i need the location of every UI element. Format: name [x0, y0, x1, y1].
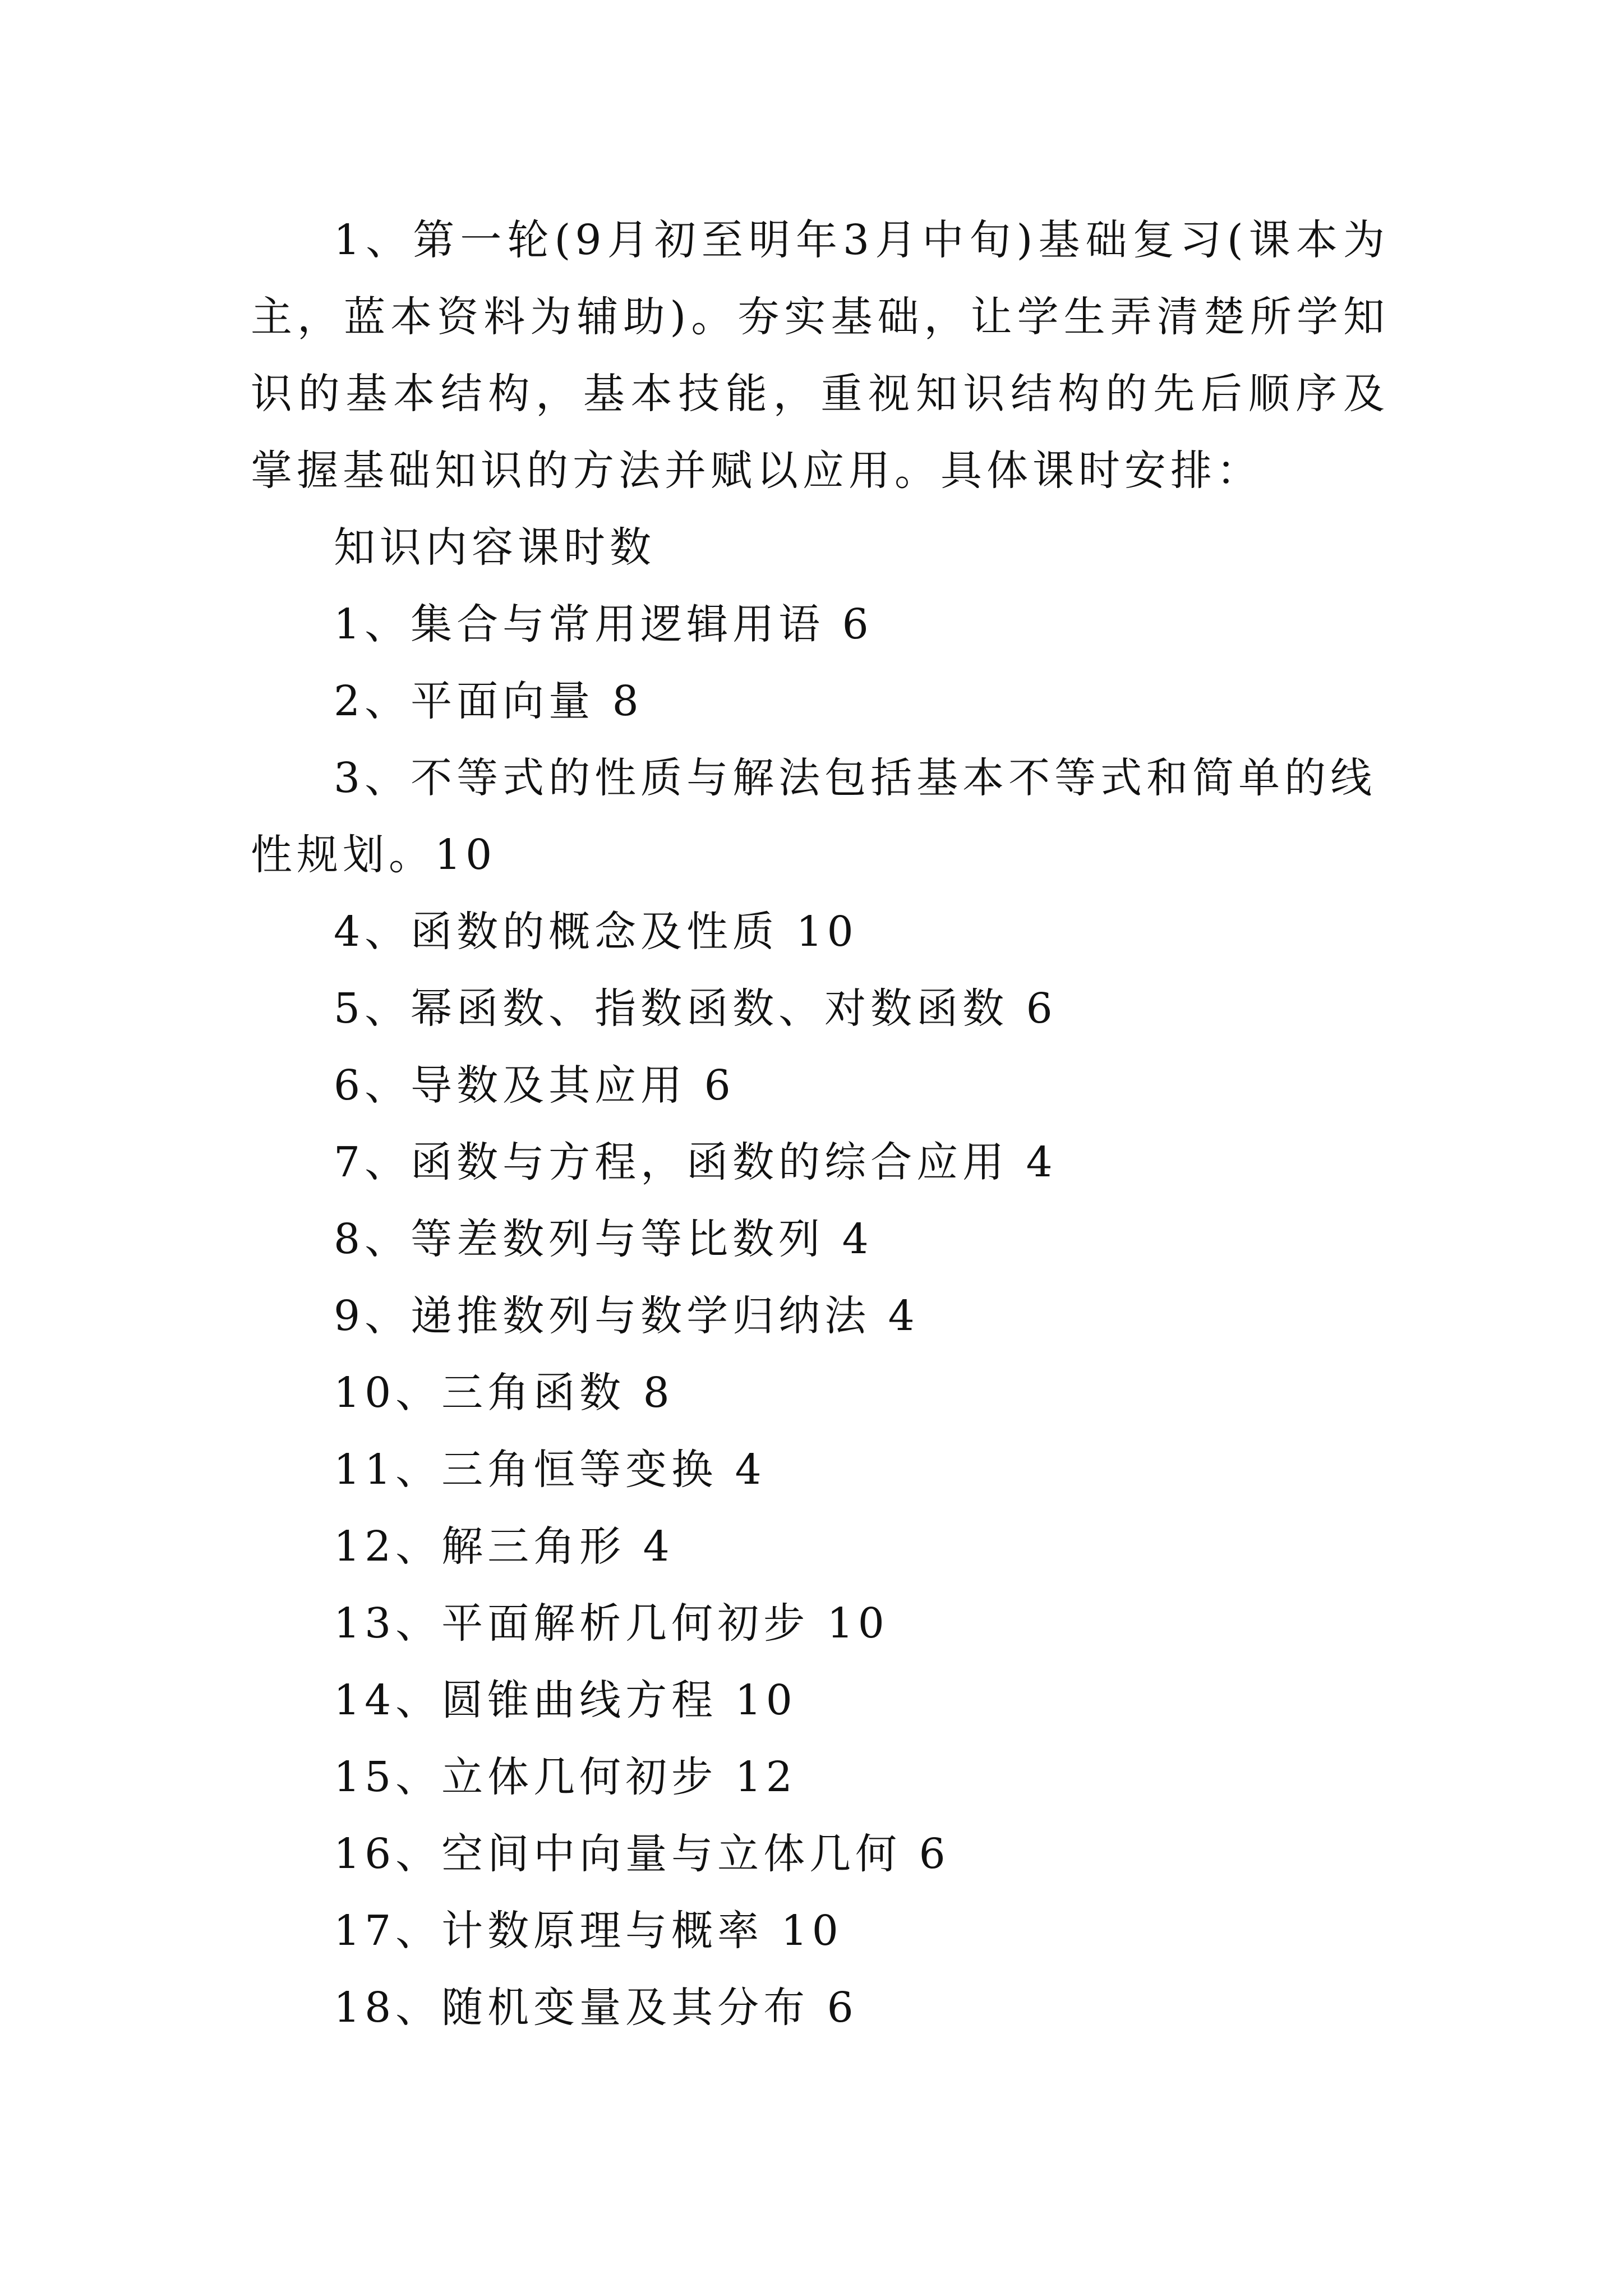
intro-paragraph: 1、第一轮(9月初至明年3月中旬)基础复习(课本为主，蓝本资料为辅助)。夯实基础，让学生弄清楚所学知识的基本结构，基本技能，重视知识结构的先后顺序及掌握基础知识的方法并赋以应用。具体课时安排： [251, 216, 1389, 495]
list-item: 6、导数及其应用 6 [334, 1061, 735, 1110]
list-item: 9、递推数列与数学归纳法 4 [334, 1292, 919, 1340]
list-item: 10、三角函数 8 [334, 1369, 674, 1417]
list-item: 2、平面向量 8 [334, 677, 643, 725]
list-item: 7、函数与方程，函数的综合应用 4 [334, 1138, 1057, 1186]
list-item: 11、三角恒等变换 4 [334, 1446, 766, 1494]
table-header: 知识内容课时数 [334, 523, 656, 572]
list-item: 4、函数的概念及性质 10 [334, 908, 858, 956]
list-item: 16、空间中向量与立体几何 6 [334, 1830, 950, 1878]
document-body [251, 202, 1389, 2046]
list-item: 1、集合与常用逻辑用语 6 [334, 600, 873, 648]
list-item: 8、等差数列与等比数列 4 [334, 1215, 873, 1263]
list-item: 15、立体几何初步 12 [334, 1753, 797, 1801]
list-item: 14、圆锥曲线方程 10 [334, 1676, 797, 1724]
list-item: 17、计数原理与概率 10 [334, 1907, 843, 1955]
list-item: 18、随机变量及其分布 6 [334, 1984, 858, 2032]
list-item: 3、不等式的性质与解法包括基本不等式和简单的线性规划。10 [251, 754, 1377, 879]
list-item: 5、幂函数、指数函数、对数函数 6 [334, 984, 1057, 1033]
list-item: 13、平面解析几何初步 10 [334, 1599, 889, 1648]
list-item: 12、解三角形 4 [334, 1522, 674, 1571]
